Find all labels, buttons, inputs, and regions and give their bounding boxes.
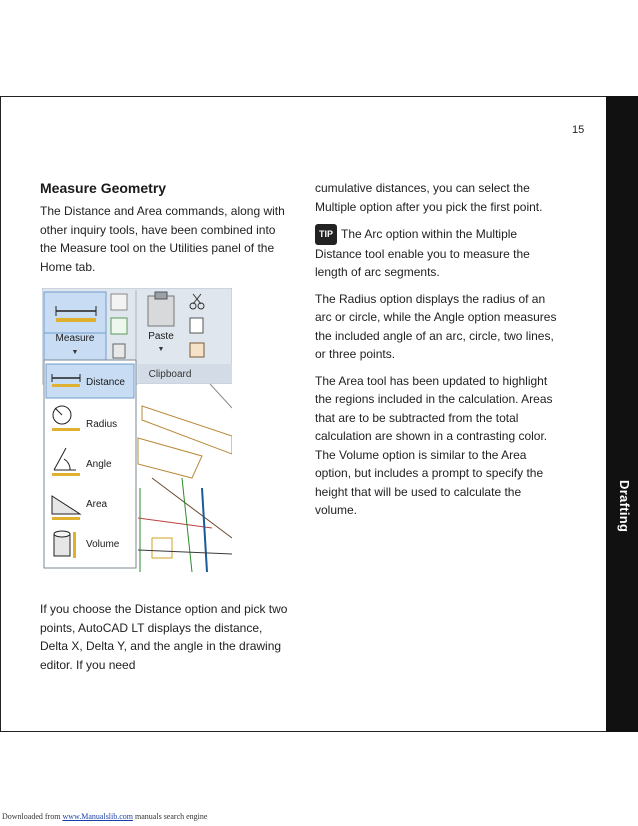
menu-item-label: Distance xyxy=(86,377,125,388)
clipboard-label: Clipboard xyxy=(148,369,192,380)
right-column xyxy=(315,179,560,528)
left-column xyxy=(40,180,288,276)
page-number: 15 xyxy=(572,124,585,136)
side-tab-label: Drafting xyxy=(617,480,632,533)
paste-label: Paste xyxy=(148,331,174,342)
distance-paragraph: If you choose the Distance option and pick two points, AutoCAD LT displays the distance, Delta X, Delta Y, and the angle in the drawing editor. If you need xyxy=(40,602,288,672)
measure-label: Measure xyxy=(55,333,95,344)
tip-badge: TIP xyxy=(315,224,337,245)
menu-item-label: Radius xyxy=(86,419,118,430)
manualslib-link[interactable]: www.Manualslib.com xyxy=(62,812,134,821)
side-tab xyxy=(606,96,638,732)
match-properties-icon xyxy=(190,343,204,357)
intro-paragraph: The Distance and Area commands, along with other inquiry tools, have been combined into the Measure tool on the Utilities panel of the Home tab. xyxy=(40,204,285,274)
measure-tool-screenshot xyxy=(42,288,232,572)
quickselect-icon xyxy=(111,294,127,310)
tip-text: The Arc option within the Multiple Distance tool enable you to measure the length of arc segments. xyxy=(315,227,530,279)
footer-prefix: Downloaded from xyxy=(2,812,63,821)
radius-paragraph: The Radius option displays the radius of an arc or circle, while the Angle option measures the included angle of an arc, circle, two lines, or three points. xyxy=(315,291,557,361)
section-heading: Measure Geometry xyxy=(40,180,167,196)
calculator-icon xyxy=(113,344,125,358)
footer-suffix: manuals search engine xyxy=(133,812,208,821)
chevron-down-icon: ▼ xyxy=(157,346,165,353)
tip-paragraph xyxy=(315,224,560,282)
id-point-icon xyxy=(111,318,127,334)
footer xyxy=(2,812,207,821)
menu-item-label: Volume xyxy=(86,539,120,550)
area-paragraph: The Area tool has been updated to highlight the regions included in the calculation. Areas that are to be subtracted from the total calculation are shown in a contrasting color. The Volume option is similar to the Area option, but includes a prompt to specify the height that will be used to calculate the volume. xyxy=(315,373,553,517)
continued-paragraph: cumulative distances, you can select the Multiple option after you pick the first point. xyxy=(315,181,543,214)
copy-icon xyxy=(190,318,203,333)
chevron-down-icon: ▼ xyxy=(71,349,79,356)
menu-item-label: Angle xyxy=(86,459,112,470)
clipboard-icon xyxy=(148,292,174,326)
menu-item-label: Area xyxy=(86,499,108,510)
left-column-continued xyxy=(40,600,288,674)
